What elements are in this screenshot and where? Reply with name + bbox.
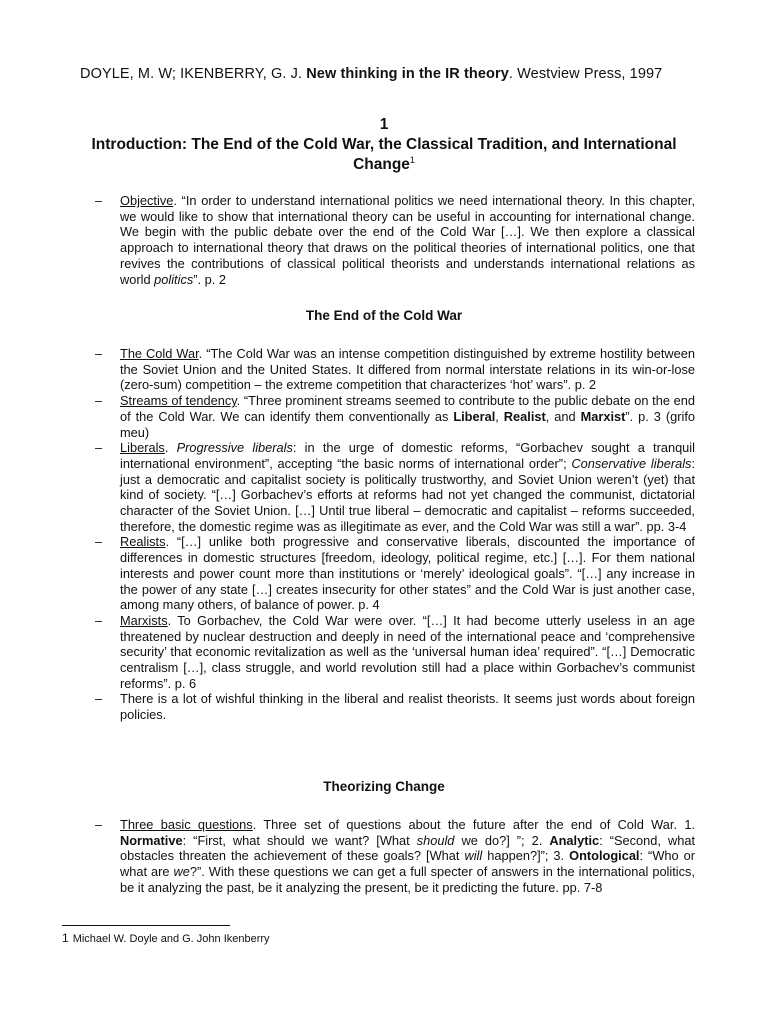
citation-authors: DOYLE, M. W; IKENBERRY, G. J. bbox=[80, 66, 307, 82]
marxists-label: Marxists bbox=[120, 612, 168, 628]
footnote-number: 1 bbox=[62, 931, 69, 945]
list-item: – Liberals. Progressive liberals: in the urge of domestic reforms, “Gorbachev sought a tranquil international environment”, accepting “the basic norms of international order”; Conservative liberals: just a democratic and capitalist society is politically trustworthy, and Soviet Union weren’t (yet) that kind of society. “[…] Gorbachev’s efforts at reforms had not yet changed the communist, dictatorial character of the Soviet Union. […] Until true liberal – democratic and capitalist – reforms succeeded, therefore, the domestic regime was as illegitimate as ever, and the Cold War was still a war”. pp. 3-4 bbox=[95, 440, 695, 534]
list-item: – Marxists. To Gorbachev, the Cold War were over. “[…] It had become utterly useless in an age threatened by nuclear destruction and deeply in need of the international peace and ‘comprehensive security’ that economic revitalization as well as the ‘universal human idea’ required”. “[…] Democratic centralism […], class struggle, and world revolution still had a place within Gorbachev’s communist reforms”. p. 6 bbox=[95, 613, 695, 692]
chapter-title bbox=[90, 135, 678, 175]
streams-label: Streams of tendency bbox=[120, 393, 237, 409]
footnote bbox=[62, 931, 270, 945]
list-item: – There is a lot of wishful thinking in the liberal and realist theorists. It seems just words about foreign policies. bbox=[95, 691, 695, 722]
footnote-text: Michael W. Doyle and G. John Ikenberry bbox=[72, 933, 270, 945]
footnote-reference[interactable]: 1 bbox=[409, 154, 415, 165]
book-citation bbox=[80, 66, 700, 82]
cold-war-label: The Cold War bbox=[120, 346, 199, 361]
realists-label: Realists bbox=[120, 534, 166, 550]
objective-label: Objective bbox=[120, 193, 174, 208]
intro-list bbox=[95, 193, 695, 287]
list-item: – Realists. “[…] unlike both progressive and conservative liberals, discounted the importance of differences in domestic structures [freedom, ideology, political regime, etc.] […]. For them national interests and power count more than institutions or ‘merely’ ideological goals”. “[…] any increase in the power of any state […] creates insecurity for other states” and the Cold War is just another case, among many others, of balance of power. p. 4 bbox=[95, 534, 695, 613]
chapter-number: 1 bbox=[379, 116, 389, 133]
questions-label: Three basic questions bbox=[120, 817, 253, 832]
theorizing-list bbox=[95, 817, 695, 896]
cold-war-list bbox=[95, 346, 695, 723]
citation-book-title: New thinking in the IR theory bbox=[306, 66, 509, 82]
list-item: – Objective. “In order to understand international politics we need international theory. In this chapter, we would like to show that international theory can be useful in accounting for international change. We begin with the public debate over the end of the Cold War […]. We then explore a classical approach to international theory that draws on the political theories of international politics, one that revives the contributions of classical political theorists and understands international relations as world politics”. p. 2 bbox=[95, 193, 695, 287]
list-item: – The Cold War. “The Cold War was an intense competition distinguished by extreme hostility between the Soviet Union and the United States. It differed from normal interstate relations in its win-or-lose (zero-sum) competition – the extreme competition that characterizes ‘hot’ wars”. p. 2 bbox=[95, 346, 695, 393]
section-heading-cold-war: The End of the Cold War bbox=[305, 308, 463, 323]
list-item: – Streams of tendency. “Three prominent streams seemed to contribute to the public debate on the end of the Cold War. We can identify them conventionally as Liberal, Realist, and Marxist”. p. 3 (grifo meu) bbox=[95, 393, 695, 440]
list-item: – Three basic questions. Three set of questions about the future after the end of Cold War. 1. Normative: “First, what should we want? [What should we do?] ”; 2. Analytic: “Second, what obstacles threaten the achievement of these goals? [What will happen?]”; 3. Ontological: “Who or what are we?”. With these questions we can get a full specter of answers in the international politics, be it analyzing the past, be it analyzing the present, be it predicting the future. pp. 7-8 bbox=[95, 817, 695, 896]
liberals-label: Liberals bbox=[120, 440, 165, 456]
chapter-title-text: Introduction: The End of the Cold War, the Classical Tradition, and International Change bbox=[91, 136, 677, 173]
footnote-divider bbox=[62, 925, 230, 926]
citation-publisher: . Westview Press, 1997 bbox=[508, 66, 663, 82]
section-heading-theorizing-change: Theorizing Change bbox=[323, 779, 445, 794]
